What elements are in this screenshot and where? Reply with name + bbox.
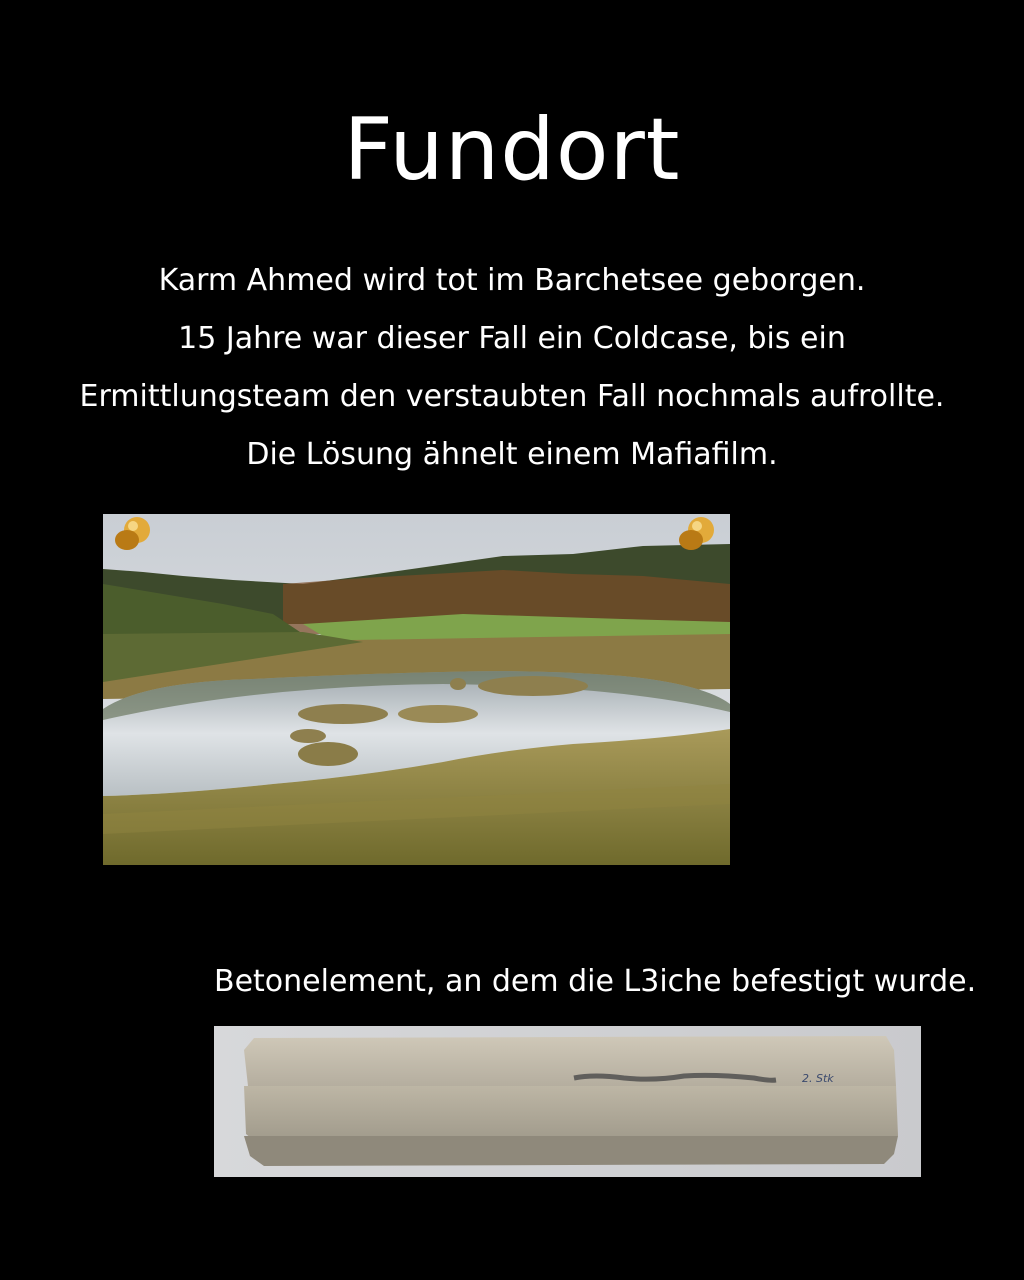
pushpin-icon (111, 514, 157, 560)
intro-text (60, 252, 964, 484)
block-label: 2. Stk (802, 1072, 834, 1085)
concrete-block-photo (214, 1026, 921, 1177)
intro-line: Die Lösung ähnelt einem Mafiafilm. (246, 437, 778, 472)
concrete-caption: Betonelement, an dem die L3iche befestigt wurde. (214, 964, 977, 999)
intro-line: Ermittlungsteam den verstaubten Fall nochmals aufrollte. (79, 379, 945, 414)
intro-line: 15 Jahre war dieser Fall ein Coldcase, bis ein (178, 321, 846, 356)
page-title: Fundort (343, 100, 681, 200)
pushpin-icon (675, 514, 721, 560)
lake-photo (103, 514, 730, 865)
intro-line: Karm Ahmed wird tot im Barchetsee geborgen. (158, 263, 866, 298)
